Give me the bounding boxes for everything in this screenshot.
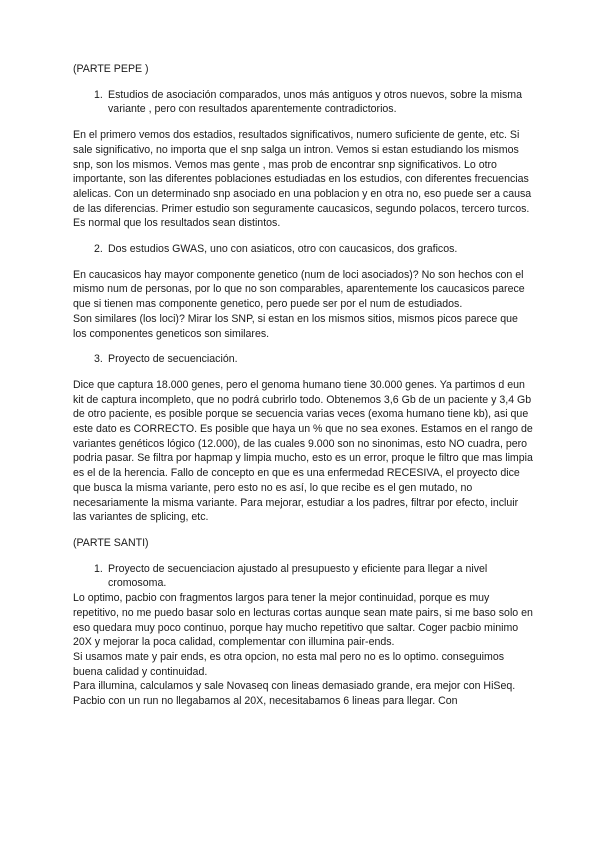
list-item-1 xyxy=(73,88,533,117)
paragraph-mate-pair: Si usamos mate y pair ends, es otra opcion, no esta mal pero no es lo optimo. conseguimos buena calidad y continuidad. xyxy=(73,650,505,678)
list-number: 1. xyxy=(94,88,103,101)
list-item-text: Proyecto de secuenciacion ajustado al presupuesto y eficiente para llegar a nivel cromosoma. xyxy=(108,562,488,590)
list-item-3 xyxy=(73,352,533,367)
paragraph-similares: Son similares (los loci)? Mirar los SNP, si estan en los mismos sitios, mismos picos parece que los componentes geneticos son similares. xyxy=(73,312,518,340)
section-heading-santi: (PARTE SANTI) xyxy=(73,536,149,549)
paragraph-lo-optimo: Lo optimo, pacbio con fragmentos largos para tener la mejor continuidad, porque es muy repetitivo, no me puedo basar solo en lecturas cortas aunque sean mate pairs, si me baso solo en eso quedara muy poco continuo, porque hay mucho repetitivo que saltar. Coger pacbio minimo 20X y mejorar la poca calidad, complementar con illumina pair-ends. xyxy=(73,592,533,649)
list-item-text: Estudios de asociación comparados, unos más antiguos y otros nuevos, sobre la misma variante , pero con resultados aparentemente contradictorios. xyxy=(108,88,522,116)
list-item-2 xyxy=(73,242,533,257)
list-item-text: Proyecto de secuenciación. xyxy=(108,353,238,366)
paragraph-estudios-asociacion: En el primero vemos dos estadios, resultados significativos, numero suficiente de gente, etc. Si sale significativo, no importa que el snp salga un intron. Vemos si estan estudiando los mismos snp, son los mismos. Vemos mas gente , mas prob de encontrar snp significativos. Lo otro importante, son las diferentes poblaciones estudiadas en los estudios, con diferentes frecuencias alelicas. Con un determinado snp asociado en una poblacion y en otra no, eso puede ser a causa de las diferencias. Primer estudio son seguramente caucasicos, segundo polacos, tercero turcos. Es normal que los resultados sean distintos. xyxy=(73,129,532,230)
document-body xyxy=(73,62,533,709)
list-number: 2. xyxy=(94,243,103,256)
list-number: 1. xyxy=(94,562,103,575)
list-number: 3. xyxy=(94,353,103,366)
list-item-text: Dos estudios GWAS, uno con asiaticos, otro con caucasicos, dos graficos. xyxy=(108,243,458,256)
section-heading-pepe: (PARTE PEPE ) xyxy=(73,63,149,75)
list-item-4 xyxy=(73,562,533,591)
paragraph-illumina: Para illumina, calculamos y sale Novaseq con lineas demasiado grande, era mejor con HiSeq. Pacbio con un run no llegabamos al 20X, necesitabamos 6 lineas para llegar. Con xyxy=(73,680,516,708)
paragraph-secuenciacion: Dice que captura 18.000 genes, pero el genoma humano tiene 30.000 genes. Ya partimos d eun kit de captura incompleto, que no podrá cubrirlo todo. Obtenemos 3,6 Gb de un paciente y 3,4 Gb de otro paciente, es posible porque se secuencia varias veces (exoma humano tiene kb), asi que este dato es CORRECTO. Es posible que haya un % que no sea exones. Estamos en el rango de variantes genéticos lógico (12.000), de las cuales 9.000 son no sinonimas, esto NO cuadra, pero podria pasar. Se filtra por hapmap y limpia mucho, esto es un error, proque le filtro que mas limpia es el de la herencia. Fallo de concepto en que es una enfermedad RECESIVA, el proyecto dice que busca la misma variante, pero esto no es así, lo que recibe es el gen mutado, no necesariamente la misma variante. Para mejorar, estudiar a los padres, filtrar por efecto, incluir las variantes de splicing, etc. xyxy=(73,378,533,524)
paragraph-caucasicos: En caucasicos hay mayor componente genetico (num de loci asociados)? No son hechos con el mismo num de personas, por lo que no son comparables, aparentemente los caucasicos parece que si tienen mas componente genetico, pero puede ser por el num de estudiados. xyxy=(73,268,525,311)
